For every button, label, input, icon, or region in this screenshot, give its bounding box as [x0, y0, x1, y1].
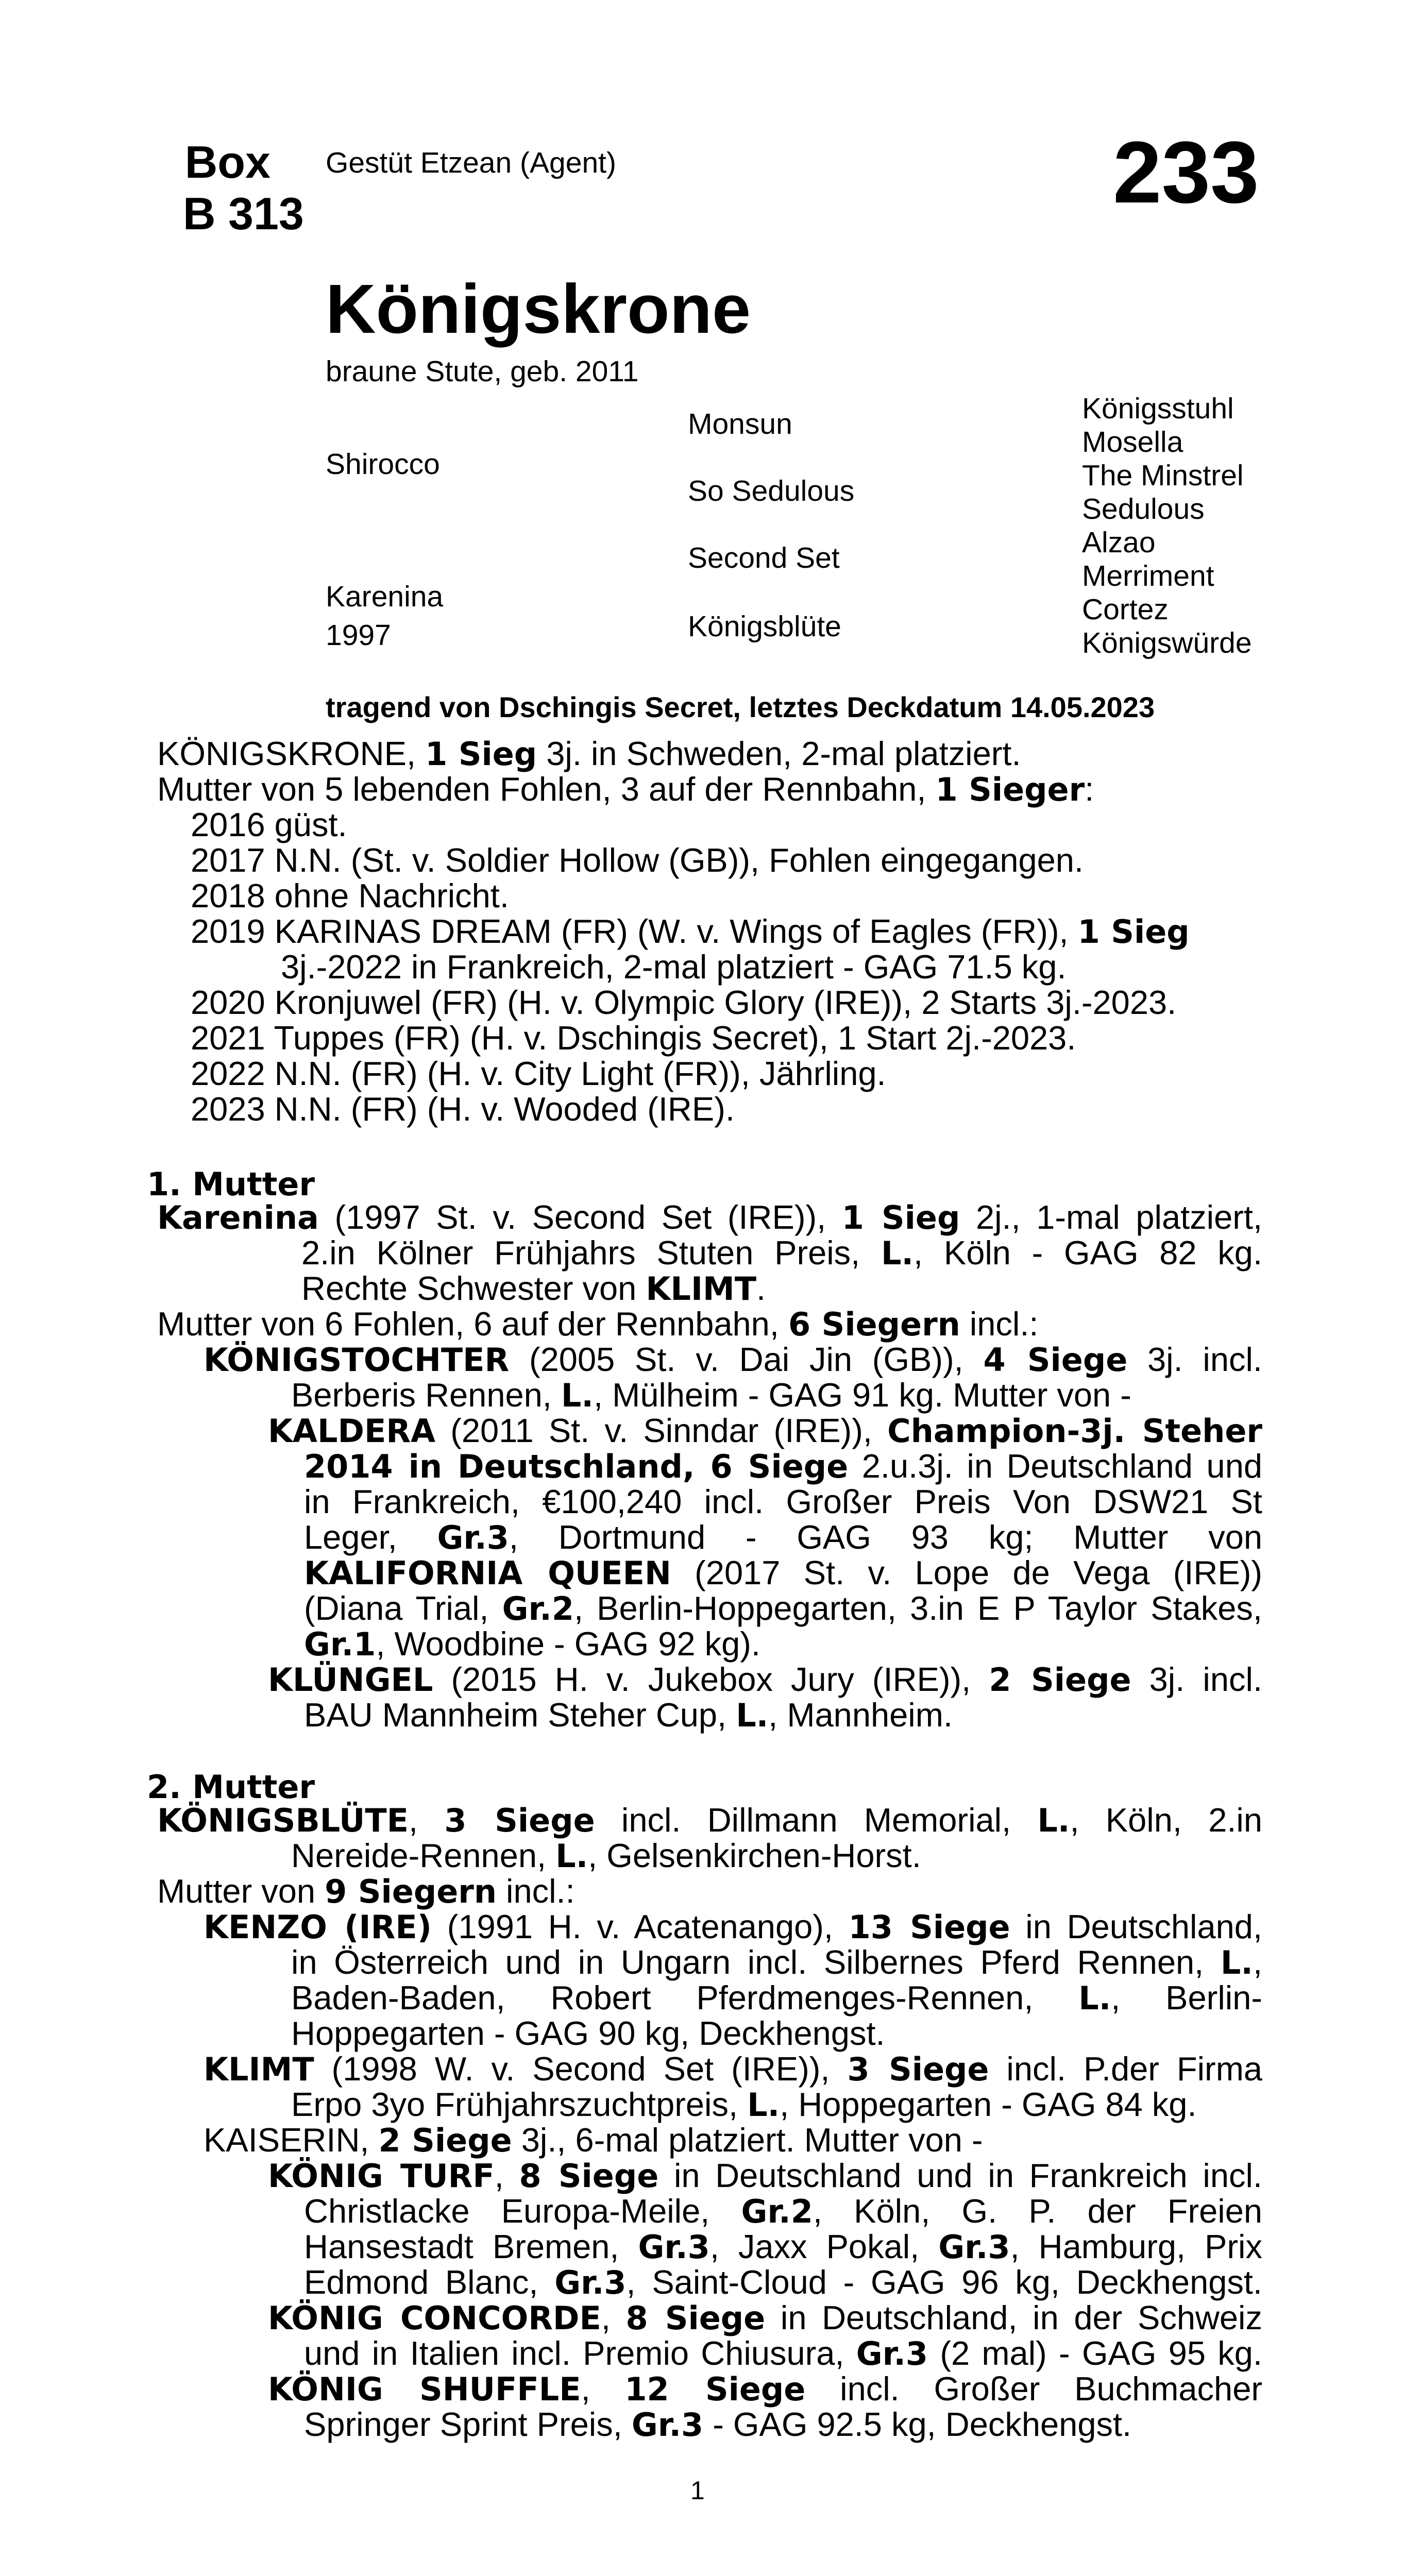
foal-line: 2016 güst.: [191, 806, 347, 843]
box-number: B 313: [183, 188, 304, 239]
section-heading: 2. Mutter: [147, 1768, 315, 1806]
pedigree-dam: Karenina: [326, 580, 444, 613]
pedigree-dam-year: 1997: [326, 619, 391, 652]
foal-line: 2019 KARINAS DREAM (FR) (W. v. Wings of Eagles (FR)), 1 Sieg: [191, 912, 1190, 951]
text-line: Gr.1, Woodbine - GAG 92 kg).: [304, 1625, 760, 1663]
box-label: [183, 137, 304, 240]
text-line: KALIFORNIA QUEEN (2017 St. v. Lope de Vega (IRE)): [304, 1554, 1262, 1592]
foal-line: 2023 N.N. (FR) (H. v. Wooded (IRE).: [191, 1090, 735, 1128]
text-line: in Österreich und in Ungarn incl. Silbernes Pferd Rennen, L.,: [291, 1943, 1262, 1981]
text-line: Karenina (1997 St. v. Second Set (IRE)), 1 Sieg 2j., 1-mal platziert,: [157, 1198, 1263, 1236]
text-line: Springer Sprint Preis, Gr.3 - GAG 92.5 kg, Deckhengst.: [304, 2405, 1132, 2444]
horse-description: braune Stute, geb. 2011: [326, 355, 639, 388]
text-line: (Diana Trial, Gr.2, Berlin-Hoppegarten, 3.in E P Taylor Stakes,: [304, 1589, 1262, 1628]
text-line: KALDERA (2011 St. v. Sinndar (IRE)), Champion-3j. Steher: [268, 1412, 1262, 1450]
horse-name: Königskrone: [326, 270, 751, 348]
text-line: KÖNIG TURF, 8 Siege in Deutschland und in Frankreich incl.: [268, 2157, 1262, 2195]
text-line: KAISERIN, 2 Siege 3j., 6-mal platziert. Mutter von -: [204, 2121, 983, 2159]
text-line: Hoppegarten - GAG 90 kg, Deckhengst.: [291, 2014, 885, 2052]
pedigree-g1: Königsstuhl: [1082, 392, 1234, 425]
pedigree-sire-sire: Monsun: [688, 408, 792, 440]
text-line: und in Italien incl. Premio Chiusura, Gr.3 (2 mal) - GAG 95 kg.: [304, 2334, 1262, 2372]
pedigree-g8: Königswürde: [1082, 626, 1252, 659]
pedigree-g2: Mosella: [1082, 426, 1183, 459]
agent-name: Gestüt Etzean (Agent): [326, 146, 616, 179]
record-line: Mutter von 5 lebenden Fohlen, 3 auf der Rennbahn, 1 Sieger:: [157, 770, 1094, 808]
text-line: Rechte Schwester von KLIMT.: [301, 1269, 766, 1308]
covering-note: tragend von Dschingis Secret, letztes Deckdatum 14.05.2023: [326, 691, 1155, 723]
pedigree-g3: The Minstrel: [1082, 459, 1244, 492]
section-heading: 1. Mutter: [147, 1165, 315, 1203]
pedigree-g6: Merriment: [1082, 560, 1214, 592]
pedigree-sire-dam: So Sedulous: [688, 474, 855, 507]
text-line: 2014 in Deutschland, 6 Siege 2.u.3j. in Deutschland und: [304, 1447, 1262, 1485]
pedigree-g4: Sedulous: [1082, 493, 1205, 526]
foal-line: 2018 ohne Nachricht.: [191, 877, 509, 914]
text-line: Erpo 3yo Frühjahrszuchtpreis, L., Hoppegarten - GAG 84 kg.: [291, 2086, 1197, 2124]
foal-line: 2021 Tuppes (FR) (H. v. Dschingis Secret), 1 Start 2j.-2023.: [191, 1019, 1076, 1057]
record-line: KÖNIGSKRONE, 1 Sieg 3j. in Schweden, 2-mal platziert.: [157, 735, 1021, 773]
text-line: Baden-Baden, Robert Pferdmenges-Rennen, L., Berlin-: [291, 1979, 1262, 2017]
box-word: Box: [184, 137, 270, 188]
foal-line: 2020 Kronjuwel (FR) (H. v. Olympic Glory (IRE)), 2 Starts 3j.-2023.: [191, 984, 1177, 1021]
text-line: Leger, Gr.3, Dortmund - GAG 93 kg; Mutter von: [304, 1518, 1262, 1556]
foal-line: 2022 N.N. (FR) (H. v. City Light (FR)), Jährling.: [191, 1055, 886, 1092]
text-line: Christlacke Europa-Meile, Gr.2, Köln, G. P. der Freien: [304, 2192, 1262, 2230]
text-line: Hansestadt Bremen, Gr.3, Jaxx Pokal, Gr.3, Hamburg, Prix: [304, 2228, 1262, 2266]
text-line: in Frankreich, €100,240 incl. Großer Preis Von DSW21 St: [304, 1483, 1262, 1520]
pedigree-dam-dam: Königsblüte: [688, 610, 841, 643]
foal-line: 2017 N.N. (St. v. Soldier Hollow (GB)), Fohlen eingegangen.: [191, 841, 1084, 879]
text-line: Mutter von 6 Fohlen, 6 auf der Rennbahn, 6 Siegern incl.:: [157, 1305, 1039, 1343]
text-line: KÖNIG CONCORDE, 8 Siege in Deutschland, in der Schweiz: [268, 2299, 1262, 2337]
text-line: KÖNIGSTOCHTER (2005 St. v. Dai Jin (GB)), 4 Siege 3j. incl.: [204, 1341, 1262, 1379]
text-line: KÖNIG SHUFFLE, 12 Siege incl. Großer Buchmacher: [268, 2370, 1262, 2408]
text-line: KLÜNGEL (2015 H. v. Jukebox Jury (IRE)), 2 Siege 3j. incl.: [268, 1660, 1262, 1699]
text-line: Nereide-Rennen, L., Gelsenkirchen-Horst.: [291, 1837, 921, 1875]
pedigree-g7: Cortez: [1082, 593, 1169, 626]
page-number: 1: [690, 2476, 705, 2505]
text-line: BAU Mannheim Steher Cup, L., Mannheim.: [304, 1696, 953, 1734]
text-line: KLIMT (1998 W. v. Second Set (IRE)), 3 Siege incl. P.der Firma: [204, 2050, 1262, 2088]
text-line: KENZO (IRE) (1991 H. v. Acatenango), 13 Siege in Deutschland,: [204, 1908, 1262, 1946]
text-line: KÖNIGSBLÜTE, 3 Siege incl. Dillmann Memorial, L., Köln, 2.in: [157, 1801, 1262, 1839]
lot-number: 233: [1113, 124, 1259, 222]
pedigree-sire: Shirocco: [326, 448, 440, 481]
text-line: 2.in Kölner Frühjahrs Stuten Preis, L., Köln - GAG 82 kg.: [301, 1234, 1262, 1272]
text-line: Berberis Rennen, L., Mülheim - GAG 91 kg. Mutter von -: [291, 1376, 1131, 1414]
pedigree-g5: Alzao: [1082, 526, 1156, 559]
text-line: Mutter von 9 Siegern incl.:: [157, 1872, 575, 1910]
text-line: Edmond Blanc, Gr.3, Saint-Cloud - GAG 96 kg, Deckhengst.: [304, 2263, 1262, 2301]
foal-line: 3j.-2022 in Frankreich, 2-mal platziert - GAG 71.5 kg.: [281, 948, 1067, 986]
pedigree-dam-sire: Second Set: [688, 541, 840, 574]
